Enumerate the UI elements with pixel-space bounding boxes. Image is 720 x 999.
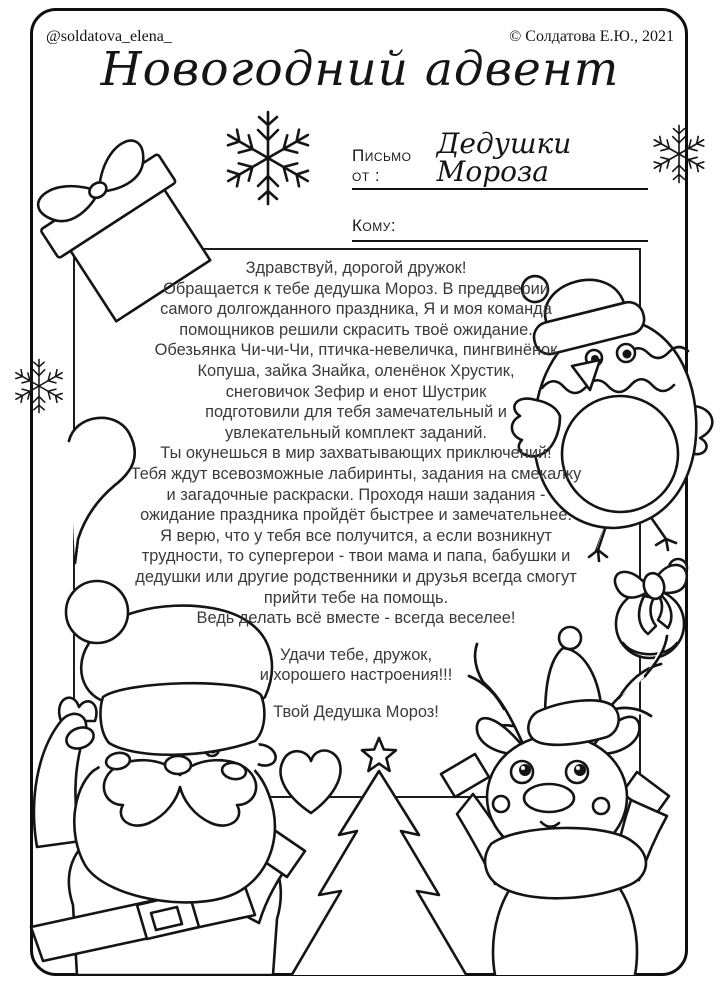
letter-line: увлекательный комплект заданий. bbox=[225, 423, 487, 442]
letter-line: снеговичок Зефир и енот Шустрик bbox=[225, 382, 487, 401]
copyright-notice: © Солдатова Е.Ю., 2021 bbox=[509, 28, 674, 45]
letter-line: трудности, то супергерои - твои мама и папа, бабушки и bbox=[141, 547, 571, 566]
author-handle: @soldatova_elena_ bbox=[46, 28, 172, 45]
to-line bbox=[352, 202, 648, 242]
letter-line: прийти тебе на помощь. bbox=[263, 588, 449, 607]
letter-line: и загадочные раскраски. Проходя наши задания - bbox=[166, 485, 546, 504]
snowflake-right-icon bbox=[648, 123, 710, 185]
letter-line: Тебя ждут всевозможные лабиринты, задания на смекалку bbox=[130, 464, 582, 483]
letter-line: Ты окунешься в мир захватывающих приключений! bbox=[160, 444, 552, 463]
letter-line: Обращается к тебе дедушка Мороз. В преддверии bbox=[163, 279, 549, 298]
letter-line: Здравствуй, дорогой дружок! bbox=[245, 259, 467, 277]
letter-line: Копуша, зайка Знайка, оленёнок Хрустик, bbox=[197, 361, 515, 380]
from-label: Письмо от : bbox=[352, 146, 412, 185]
from-value: Дедушки Мороза bbox=[436, 127, 572, 188]
signature-line: Твой Дедушка Мороз! bbox=[273, 702, 439, 721]
to-label: Кому: bbox=[352, 216, 397, 235]
closing-line: и хорошего настроения!!! bbox=[259, 666, 453, 685]
from-line bbox=[352, 127, 648, 190]
closing-line: Удачи тебе, дружок, bbox=[279, 645, 433, 664]
letter-line: Я верю, что у тебя все получится, а если возникнут bbox=[160, 526, 552, 545]
letter-line: дедушки или другие родственники и друзья всегда смогут bbox=[135, 567, 577, 586]
closing-block bbox=[75, 645, 637, 686]
letter-line: Обезьянка Чи-чи-Чи, птичка-невеличка, пингвинёнок bbox=[154, 341, 558, 360]
letter-body bbox=[75, 258, 637, 722]
snowflake-large-icon bbox=[218, 108, 318, 208]
page-title: Новогодний адвент bbox=[100, 42, 620, 97]
letter-line: подготовили для тебя замечательный и bbox=[205, 403, 507, 422]
letter-line: самого долгожданного праздника, Я и моя команда bbox=[160, 300, 552, 319]
letter-line: ожидание праздника пройдёт быстрее и замечательнее. bbox=[140, 506, 572, 525]
letter-line: помощников решили скрасить твоё ожидание. bbox=[179, 320, 533, 339]
letter-line: Ведь делать всё вместе - всегда веселее! bbox=[196, 609, 516, 628]
